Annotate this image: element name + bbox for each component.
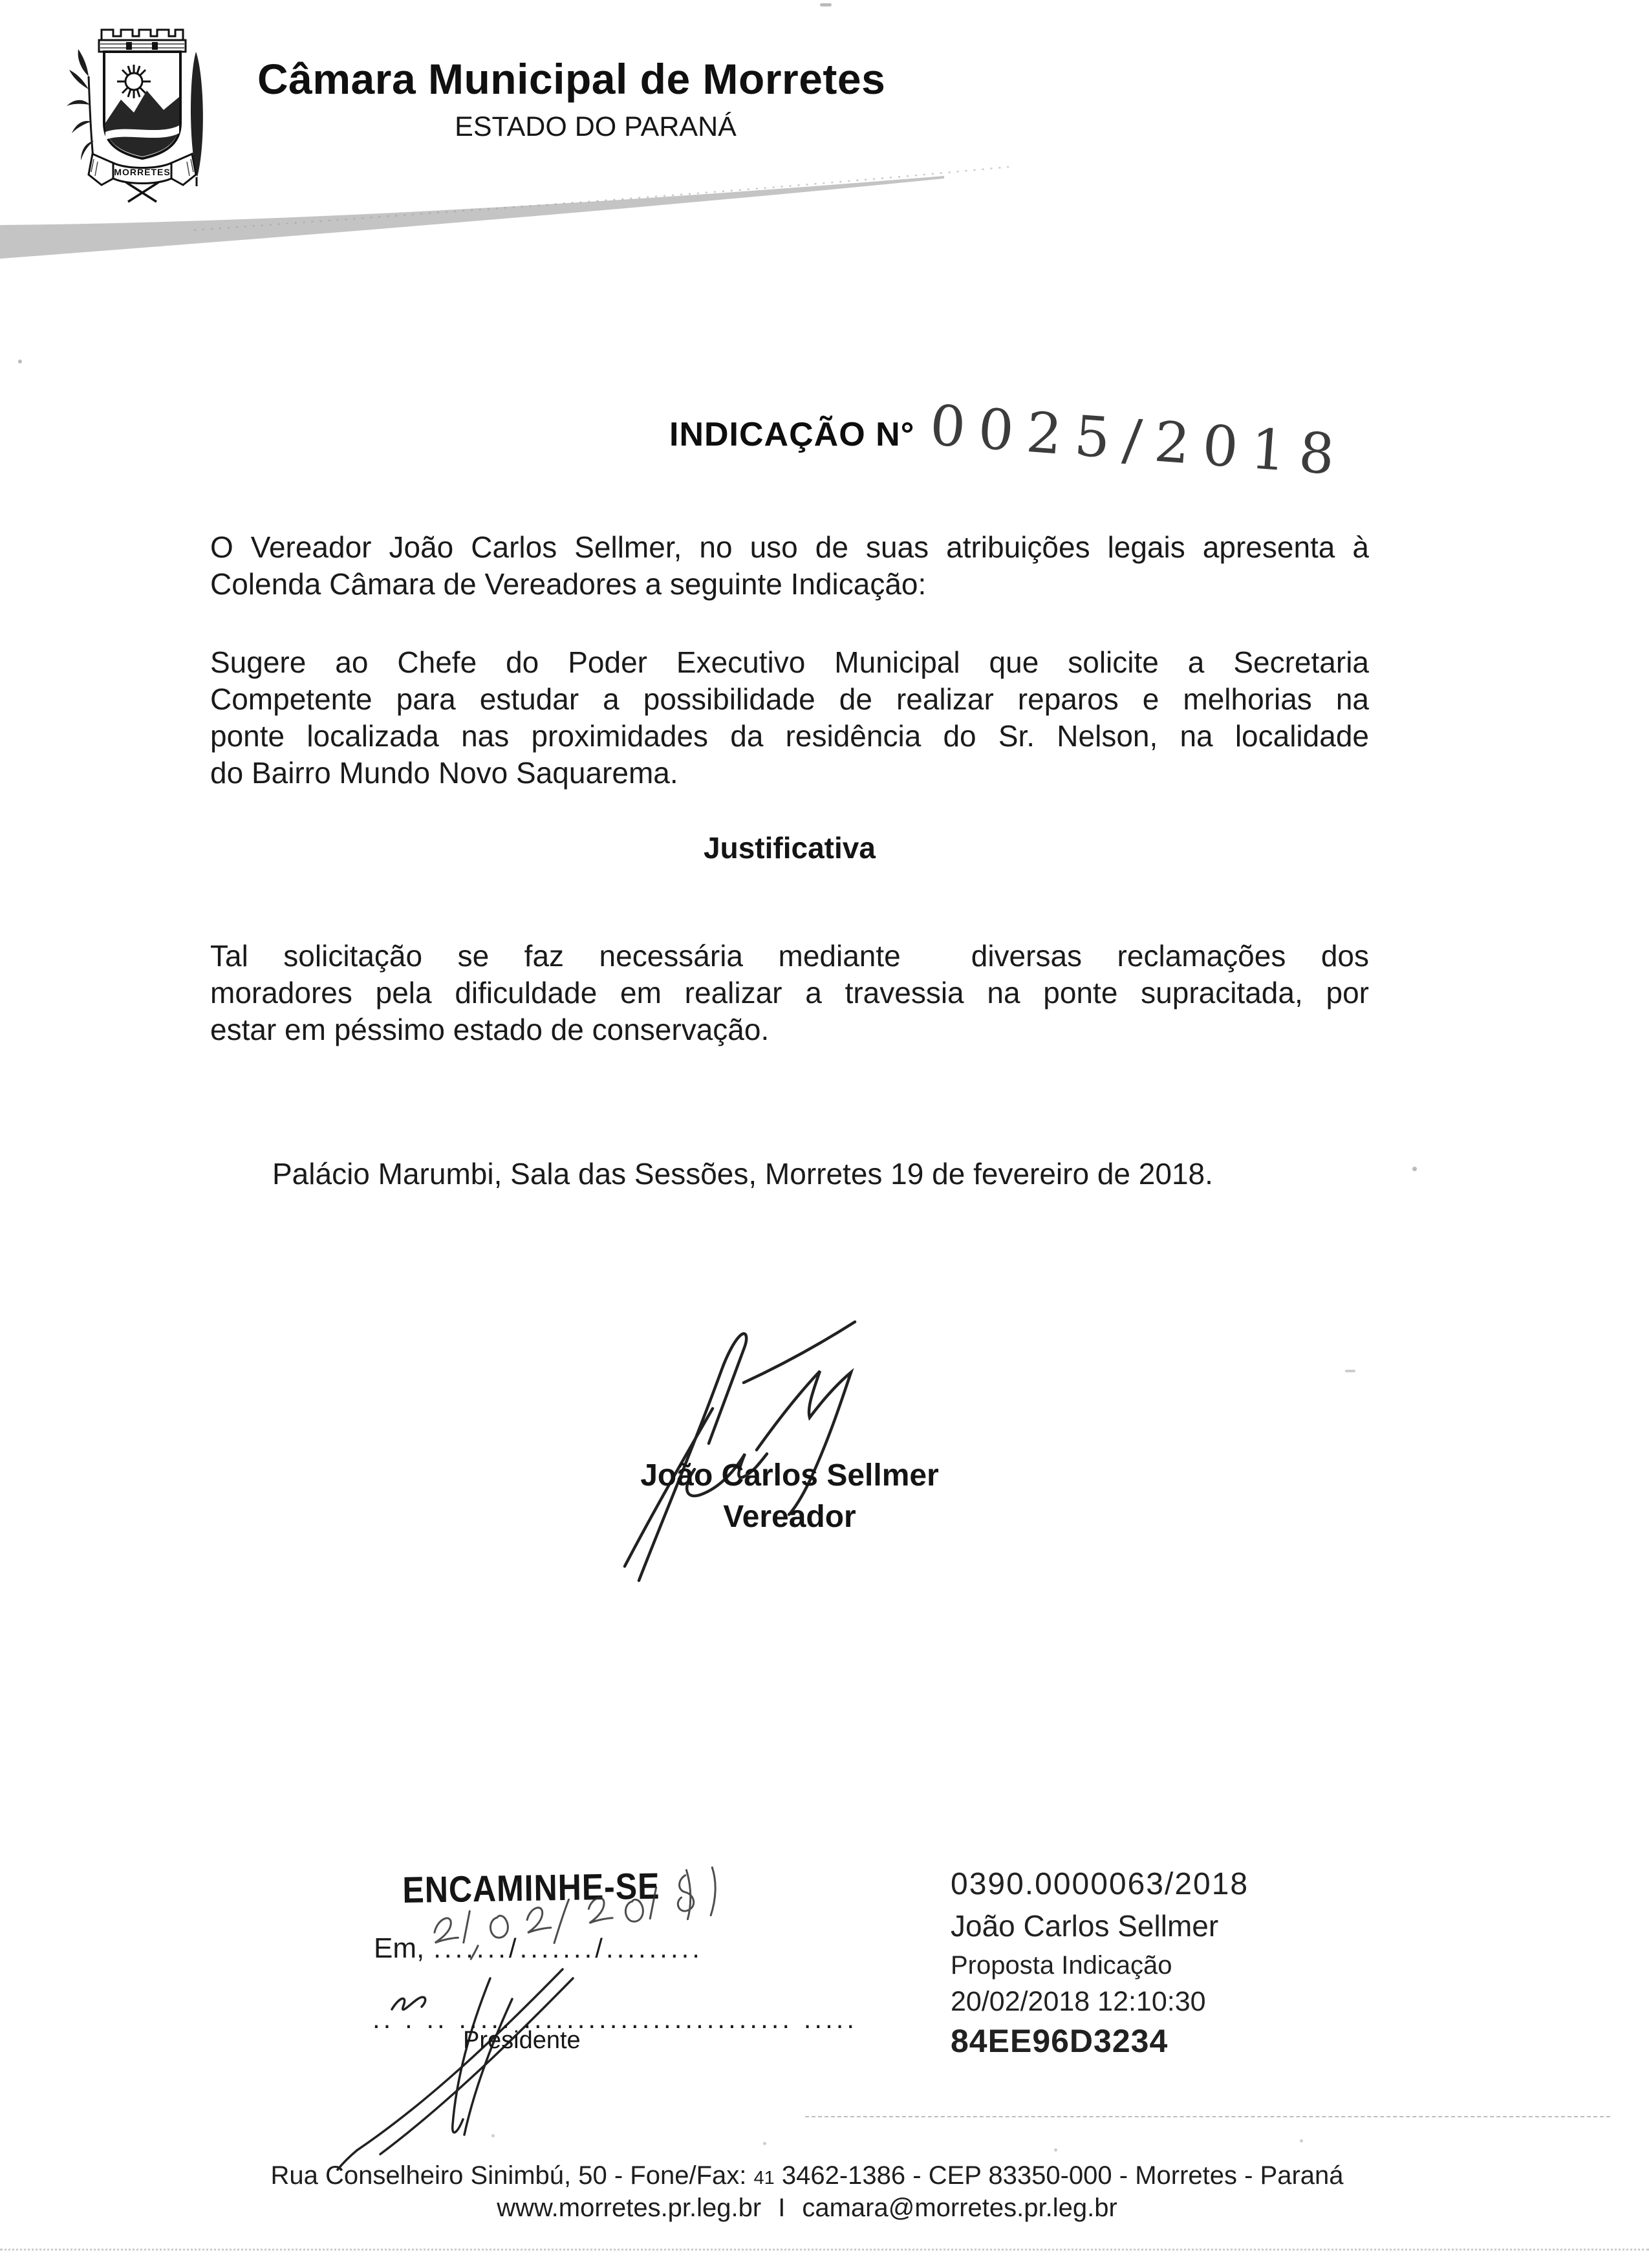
- scan-faint-line: [805, 2116, 1610, 2117]
- footer-contacts: [0, 2194, 1614, 2223]
- paragraph-line: moradores pela dificuldade em realizar a travessia na ponte supracitada, por: [210, 976, 1369, 1010]
- protocol-number: 0390.0000063/2018: [951, 1867, 1249, 1901]
- footer-separator: I: [778, 2194, 786, 2222]
- org-subtitle: ESTADO DO PARANÁ: [455, 111, 737, 142]
- indication-number-stamp: 0025/2018: [927, 393, 1350, 489]
- footer-area-code: 41: [753, 2168, 775, 2188]
- paragraph-line: Sugere ao Chefe do Poder Executivo Municipal que solicite a Secretaria: [210, 645, 1369, 679]
- protocol-hash: 84EE96D3234: [951, 2023, 1169, 2059]
- protocol-type: Proposta Indicação: [951, 1951, 1172, 1980]
- president-signature: [285, 1937, 595, 2196]
- signer-name: João Carlos Sellmer: [640, 1458, 939, 1493]
- forward-stamp: ENCAMINHE-SE: [402, 1865, 660, 1911]
- footer-address-pre: Rua Conselheiro Sinimbú, 50 - Fone/Fax:: [270, 2161, 754, 2190]
- paragraph-1: [210, 529, 1369, 603]
- signer-role: Vereador: [723, 1500, 856, 1534]
- protocol-author: João Carlos Sellmer: [951, 1909, 1219, 1943]
- paragraph-line: estar em péssimo estado de conservação.: [210, 1013, 770, 1046]
- paragraph-3: [210, 938, 1369, 1048]
- president-sign-line: .. . .. ..... ......................... .....: [372, 2003, 858, 2034]
- scan-speck: [1345, 1370, 1355, 1372]
- paragraph-2: [210, 644, 1369, 792]
- header-swoosh-decoration: [0, 160, 1649, 290]
- crest-ribbon-text: MORRETES: [114, 167, 171, 177]
- scan-speck: [1054, 2148, 1057, 2152]
- paragraph-line: Tal solicitação se faz necessária mediante diversas reclamações dos: [210, 939, 1369, 973]
- protocol-stamp: [951, 1866, 1249, 2060]
- scan-speck: [18, 360, 22, 363]
- crest-shield: [104, 52, 180, 158]
- councilman-signature: [563, 1306, 912, 1584]
- paragraph-line: O Vereador João Carlos Sellmer, no uso de suas atribuições legais apresenta à: [210, 530, 1369, 564]
- president-label: Presidente: [463, 2027, 581, 2054]
- footer-address: [0, 2161, 1614, 2190]
- footer-email: camara@morretes.pr.leg.br: [802, 2194, 1117, 2222]
- paragraph-line: Competente para estudar a possibilidade de realizar reparos e melhorias na: [210, 682, 1369, 716]
- em-label: Em,: [374, 1932, 425, 1964]
- indication-label: INDICAÇÃO N°: [669, 416, 915, 453]
- protocol-datetime: 20/02/2018 12:10:30: [951, 1986, 1206, 2017]
- footer-website: www.morretes.pr.leg.br: [497, 2194, 762, 2222]
- paragraph-line: ponte localizada nas proximidades da residência do Sr. Nelson, na localidade: [210, 719, 1369, 753]
- paragraph-line: Colenda Câmara de Vereadores a seguinte Indicação:: [210, 567, 927, 601]
- crest-crown: [99, 30, 186, 52]
- scan-speck: [1300, 2139, 1303, 2143]
- footer-address-post: 3462-1386 - CEP 83350-000 - Morretes - Paraná: [774, 2161, 1344, 2190]
- scan-speck: [763, 2142, 766, 2145]
- scan-speck: [491, 2134, 495, 2137]
- page-bottom-rule: [0, 2249, 1649, 2251]
- dateline: Palácio Marumbi, Sala das Sessões, Morretes 19 de fevereiro de 2018.: [272, 1157, 1213, 1191]
- paragraph-line: do Bairro Mundo Novo Saquarema.: [210, 756, 678, 790]
- org-title: Câmara Municipal de Morretes: [257, 55, 886, 103]
- justificativa-heading: Justificativa: [704, 831, 876, 865]
- scan-speck: [1412, 1167, 1417, 1171]
- date-dots: ......./......./.........: [433, 1933, 703, 1963]
- scan-speck: [820, 3, 832, 6]
